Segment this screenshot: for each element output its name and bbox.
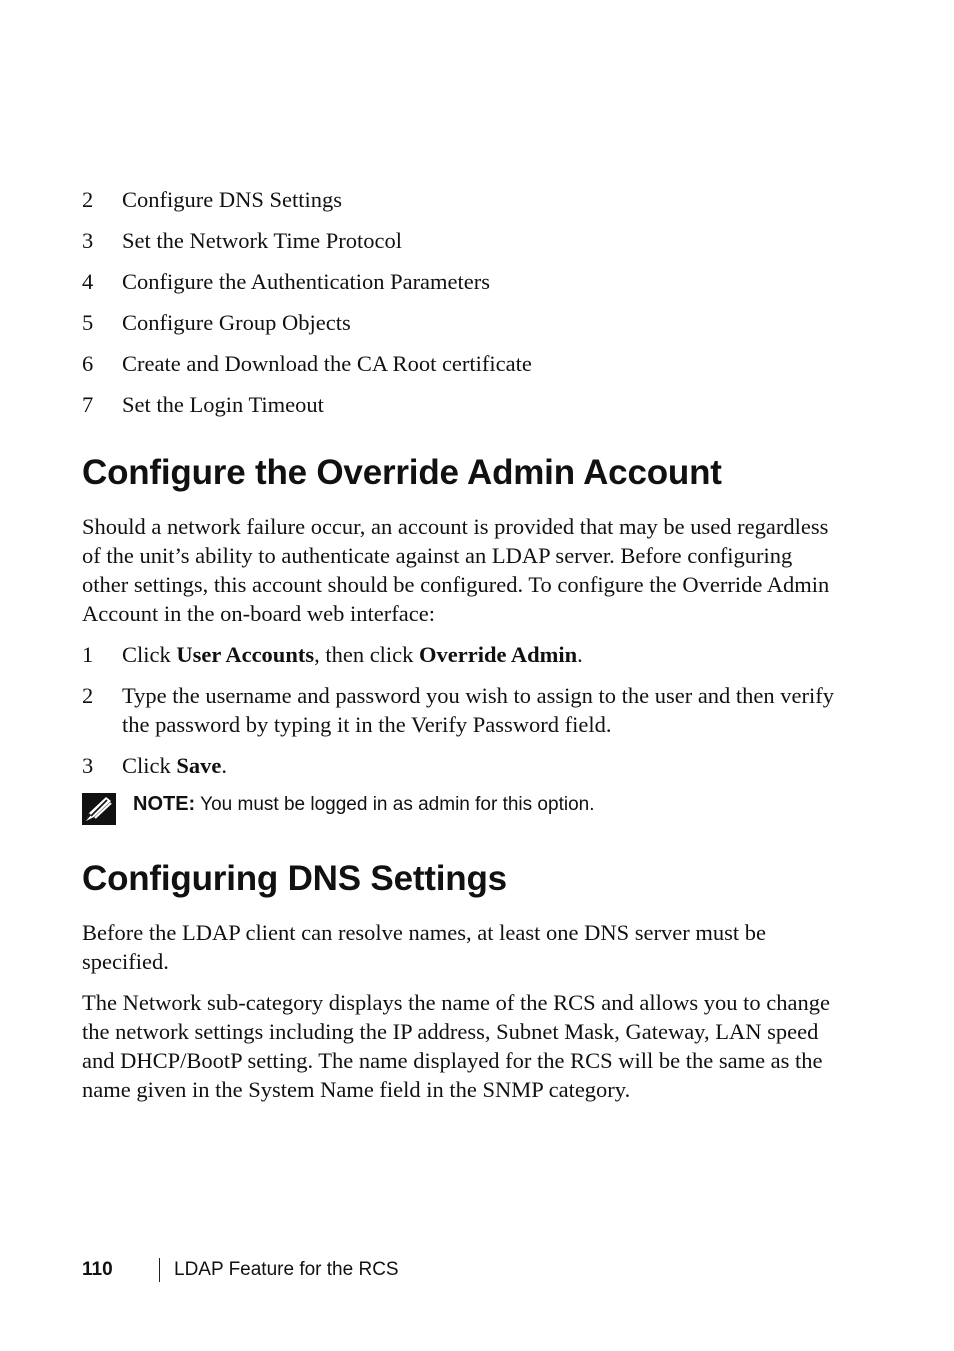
step-text: Create and Download the CA Root certificate: [122, 351, 532, 376]
note-text: You must be logged in as admin for this option.: [195, 794, 595, 815]
step-text: Set the Network Time Protocol: [122, 228, 402, 253]
step-text: Configure the Authentication Parameters: [122, 269, 491, 294]
step-text: Set the Login Timeout: [122, 392, 324, 417]
section-heading: Configure the Override Admin Account: [82, 453, 722, 492]
step-text: Click User Accounts, then click Override Admin.: [122, 642, 583, 667]
step-text: Type the username and password you wish to assign to the user and then verify the password by typing it in the Verify Password field.: [122, 683, 835, 737]
footer-title: LDAP Feature for the RCS: [174, 1259, 399, 1280]
step-text: Configure DNS Settings: [122, 187, 343, 212]
note: [133, 792, 594, 817]
section-heading: Configuring DNS Settings: [82, 859, 507, 898]
paragraph: Before the LDAP client can resolve names, at least one DNS server must be specified.: [82, 920, 766, 974]
intro-paragraph: Should a network failure occur, an account is provided that may be used regardless of the unit’s ability to authenticate against an LDAP server. Before configuring other settings, this account should be configured. To configure the Override Admin Account in the on-board web interface:: [82, 514, 830, 626]
step-number: 2: [82, 683, 94, 708]
page-number: 110: [82, 1259, 113, 1280]
list-item: [82, 640, 842, 669]
list-item: [82, 681, 842, 739]
step-number: 4: [82, 269, 94, 294]
step-text: Configure Group Objects: [122, 310, 351, 335]
ui-term: User Accounts: [176, 642, 315, 667]
step-number: 3: [82, 753, 94, 778]
ui-term: Override Admin: [419, 642, 578, 667]
list-item: [82, 185, 842, 214]
list-item: [82, 751, 842, 780]
ui-term: Save: [176, 753, 222, 778]
step-number: 2: [82, 187, 94, 212]
step-number: 5: [82, 310, 94, 335]
step-number: 1: [82, 642, 94, 667]
footer-divider: [159, 1258, 160, 1282]
step-number: 7: [82, 392, 94, 417]
step-number: 6: [82, 351, 94, 376]
note-label: NOTE:: [133, 793, 196, 815]
list-item: [82, 226, 842, 255]
list-item: [82, 267, 842, 296]
list-item: [82, 390, 842, 419]
list-item: [82, 349, 842, 378]
step-text: Click Save.: [122, 753, 227, 778]
list-item: [82, 308, 842, 337]
step-number: 3: [82, 228, 94, 253]
note-pencil-icon: [82, 793, 116, 825]
paragraph: The Network sub-category displays the name of the RCS and allows you to change the network settings including the IP address, Subnet Mask, Gateway, LAN speed and DHCP/BootP setting. The name displayed for the RCS will be the same as the name given in the System Name field in the SNMP category.: [82, 990, 830, 1102]
